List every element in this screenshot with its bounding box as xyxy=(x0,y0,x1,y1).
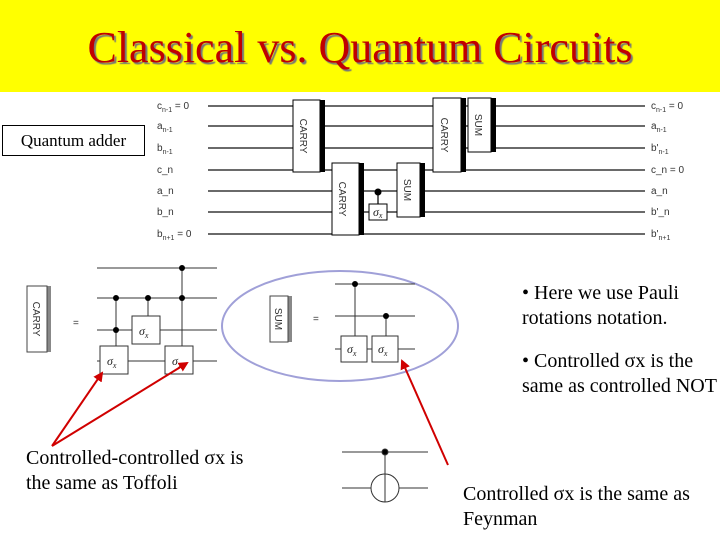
adder-sum-gate-1 xyxy=(397,163,425,217)
adder-sigma-x-gate xyxy=(369,189,387,221)
equals-sign-2: = xyxy=(313,314,319,325)
wire-label: a_n xyxy=(651,186,668,197)
svg-text:σx: $\sigma_x$ xyxy=(107,354,117,370)
wire-label: $c_{n-1} = 0$ xyxy=(157,101,190,114)
highlight-ellipse xyxy=(222,271,458,381)
carry-equivalence xyxy=(27,265,217,374)
svg-text:CARRY: CARRY xyxy=(30,301,41,337)
svg-text:SUM: SUM xyxy=(401,178,412,202)
svg-text:SUM: SUM xyxy=(272,307,283,331)
svg-text:σx: $\sigma_x$ xyxy=(172,354,182,370)
arrow-to-feynman xyxy=(402,361,448,465)
svg-text:CARRY: CARRY xyxy=(438,117,449,153)
adder-carry-gate-2 xyxy=(332,163,364,235)
sum-block xyxy=(270,296,292,342)
adder-carry-gate-3 xyxy=(433,98,466,172)
svg-text:σx: $\sigma_x$ xyxy=(378,342,388,358)
wire-label: $b'_{n+1}$ xyxy=(651,229,671,242)
quantum-adder-label: Quantum adder xyxy=(2,125,145,156)
bullet-pauli-notation: • Here we use Pauli rotations notation. xyxy=(522,282,679,329)
svg-text:σx: $\sigma_x$ xyxy=(139,324,149,340)
wire-label: $b_{n+1} = 0$ xyxy=(157,229,192,242)
arrow-to-sigma-left xyxy=(52,373,102,446)
arrow-to-sigma-right xyxy=(52,363,187,446)
caption-feynman: Controlled σx is the same as Feynman xyxy=(463,483,690,530)
wire-label: b_n xyxy=(157,207,174,218)
caption-toffoli: Controlled-controlled σx is the same as Toffoli xyxy=(26,447,244,494)
wire-label: b'_n xyxy=(651,207,670,218)
wire-label: $b'_{n-1}$ xyxy=(651,143,669,156)
bullet-controlled-not: • Controlled σx is the same as controlled NOT xyxy=(522,350,717,397)
wire-label: a_n xyxy=(157,186,174,197)
adder-wires xyxy=(208,106,645,234)
adder-gates xyxy=(293,98,496,235)
adder-sum-gate-2 xyxy=(468,98,496,152)
toffoli-sigma-gates xyxy=(100,316,193,374)
cnot-gate-symbol xyxy=(342,449,428,502)
svg-text:σx: σx xyxy=(373,205,383,220)
equals-sign-1: = xyxy=(73,318,79,329)
svg-text:σx: $\sigma_x$ xyxy=(347,342,357,358)
wire-label: c_n = 0 xyxy=(651,165,685,176)
wire-label: $c_{n-1} = 0$ xyxy=(651,101,684,114)
wire-label: $a_{n-1}$ xyxy=(651,121,667,134)
adder-carry-gate-1 xyxy=(293,100,325,172)
svg-text:CARRY: CARRY xyxy=(297,118,308,154)
slide-title: Classical vs. Quantum Circuits xyxy=(87,23,633,72)
svg-text:CARRY: CARRY xyxy=(336,181,347,217)
feynman-controls xyxy=(352,281,389,319)
wire-label: $a_{n-1}$ xyxy=(157,121,173,134)
svg-text:SUM: SUM xyxy=(472,113,483,137)
adder-output-labels xyxy=(651,101,685,242)
adder-input-labels xyxy=(157,101,192,242)
wire-label: c_n xyxy=(157,165,174,176)
sum-equivalence xyxy=(222,271,458,381)
wire-label: $b_{n-1}$ xyxy=(157,143,173,156)
carry-block xyxy=(27,286,51,352)
